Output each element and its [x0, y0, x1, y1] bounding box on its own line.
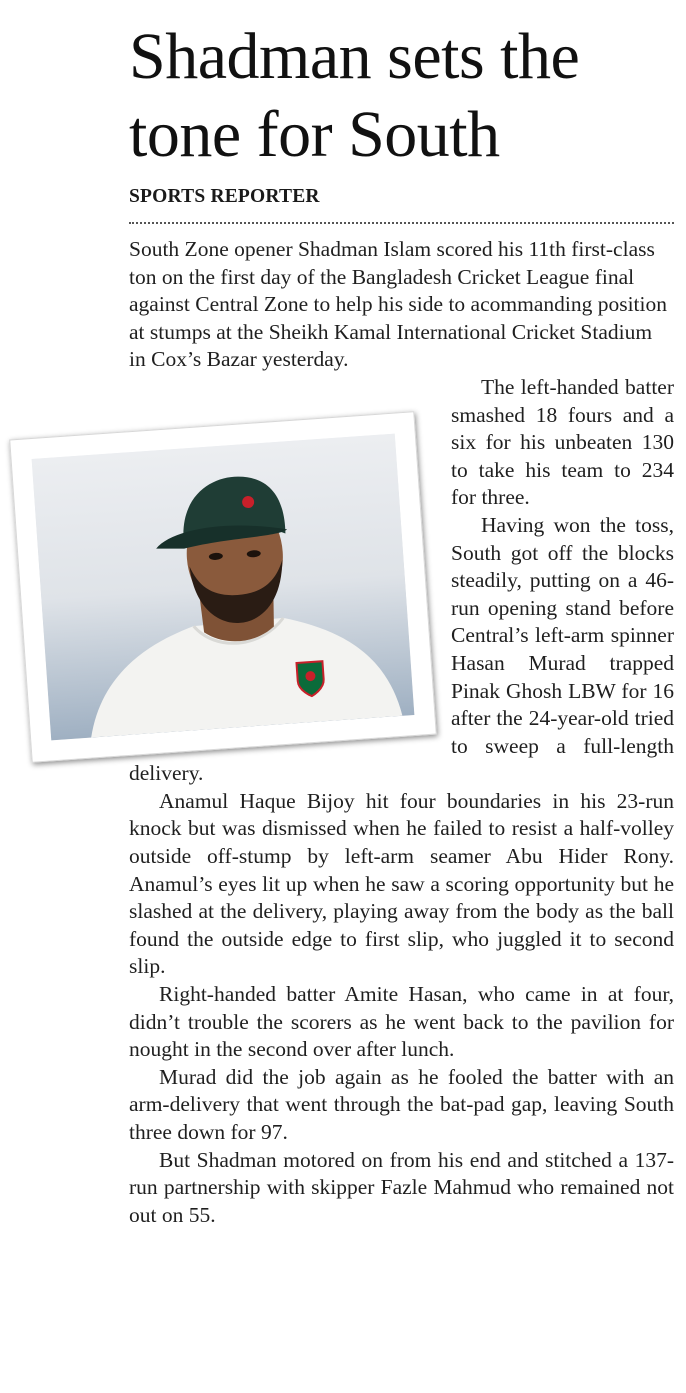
- article-body: [129, 236, 674, 1229]
- article-paragraph: But Shadman motored on from his end and stitched a 137-run partnership with skipper Fazle Mahmud who remained not out on 55.: [129, 1147, 674, 1227]
- article-paragraph: Having won the toss, South got off the blocks steadily, putting on a 46-run opening stand before Central’s left-arm spinner Hasan Murad trapped Pinak Ghosh LBW for 16 after the 24-year-old tried to sweep a full-length delivery.: [129, 512, 674, 786]
- article-paragraph: South Zone opener Shadman Islam scored his 11th first-class ton on the first day of the Bangladesh Cricket League final against Central Zone to help his side to acommanding position at stumps at the Sheikh Kamal International Cricket Stadium in Cox’s Bazar yesterday.: [129, 237, 668, 372]
- article-paragraph: Anamul Haque Bijoy hit four boundaries in his 23-run knock but was dismissed when he failed to resist a half-volley outside off-stump by left-arm seamer Abu Hider Rony. Anamul’s eyes lit up when he saw a scoring opportunity but he slashed at the delivery, playing away from the body as the ball found the outside edge to first slip, who juggled it to second slip.: [129, 788, 674, 979]
- byline: SPORTS REPORTER: [129, 186, 320, 207]
- article-paragraph: Murad did the job again as he fooled the batter with an arm-delivery that went through the bat-pad gap, leaving South three down for 97.: [129, 1064, 674, 1144]
- article-paragraph: The left-handed batter smashed 18 fours and a six for his unbeaten 130 to take his team to 234 for three.: [451, 374, 674, 510]
- headline: Shadman sets the tone for South: [129, 20, 580, 171]
- article-paragraph: Right-handed batter Amite Hasan, who came in at four, didn’t trouble the scorers as he went back to the pavilion for nought in the second over after lunch.: [129, 982, 674, 1062]
- photo-text-wrap: [129, 374, 451, 750]
- byline-divider: [129, 222, 674, 224]
